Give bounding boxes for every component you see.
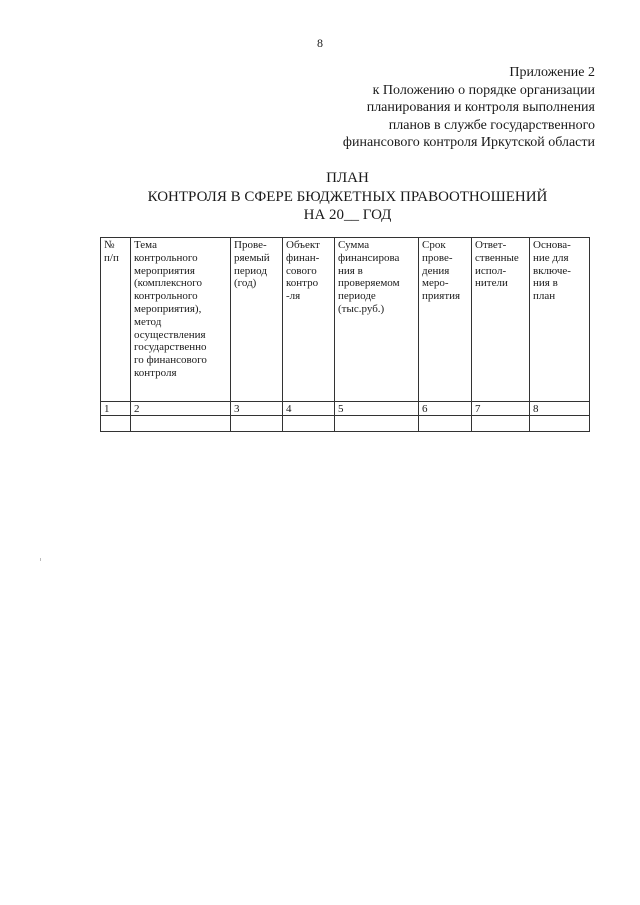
appendix-line: планирования и контроля выполнения [366,100,595,115]
header-cell-text: № п/п [104,239,119,264]
column-number-cell: 2 [131,402,231,416]
header-cell-text: Срок прове- дения меро- приятия [422,239,461,303]
table-row [101,416,590,432]
table-cell [419,416,472,432]
appendix-header [343,64,595,152]
header-cell-text: Объект финан- сового контро -ля [286,239,320,303]
column-number-cell: 5 [335,402,419,416]
title-line-plan: ПЛАН [326,170,369,186]
page-number: 8 [317,36,323,50]
header-cell-text: Ответ- ственные испол- нители [475,239,519,290]
table-column-numbers-row [101,402,590,416]
appendix-line: планов в службе государственного [388,117,595,133]
header-cell-basis [530,238,590,402]
column-number-cell: 1 [101,402,131,416]
table-cell [335,416,419,432]
header-cell-object [283,238,335,402]
title-line-subject: КОНТРОЛЯ В СФЕРЕ БЮДЖЕТНЫХ ПРАВООТНОШЕНИЙ [147,188,548,205]
plan-table [100,237,590,432]
header-cell-text: Тема контрольного мероприятия (комплексного контрольного мероприятия), метод осуществления государственно го финансового контроля [134,239,207,379]
document-title [0,169,640,225]
appendix-line: финансового контроля Иркутской области [342,135,595,150]
column-number-cell: 4 [283,402,335,416]
header-cell-text: Основа- ние для включе- ния в план [533,239,571,303]
table-cell [472,416,530,432]
appendix-line: Приложение 2 [509,65,595,80]
column-number-cell: 7 [472,402,530,416]
table-cell [101,416,131,432]
table-cell [231,416,283,432]
table-cell [131,416,231,432]
scan-mark [40,558,41,561]
header-cell-text: Прове- ряемый период (год) [234,239,270,290]
header-cell-deadline [419,238,472,402]
column-number-cell: 6 [419,402,472,416]
header-cell-number [101,238,131,402]
header-cell-responsible [472,238,530,402]
header-cell-topic [131,238,231,402]
header-cell-text: Сумма финансирова ния в проверяемом периоде (тыс.руб.) [338,239,400,315]
title-line-year: НА 20__ ГОД [303,207,392,223]
table-cell [530,416,590,432]
table-header-row [101,238,590,402]
column-number-cell: 8 [530,402,590,416]
appendix-line: к Положению о порядке организации [372,82,595,98]
column-number-cell: 3 [231,402,283,416]
header-cell-period [231,238,283,402]
header-cell-amount [335,238,419,402]
table-cell [283,416,335,432]
